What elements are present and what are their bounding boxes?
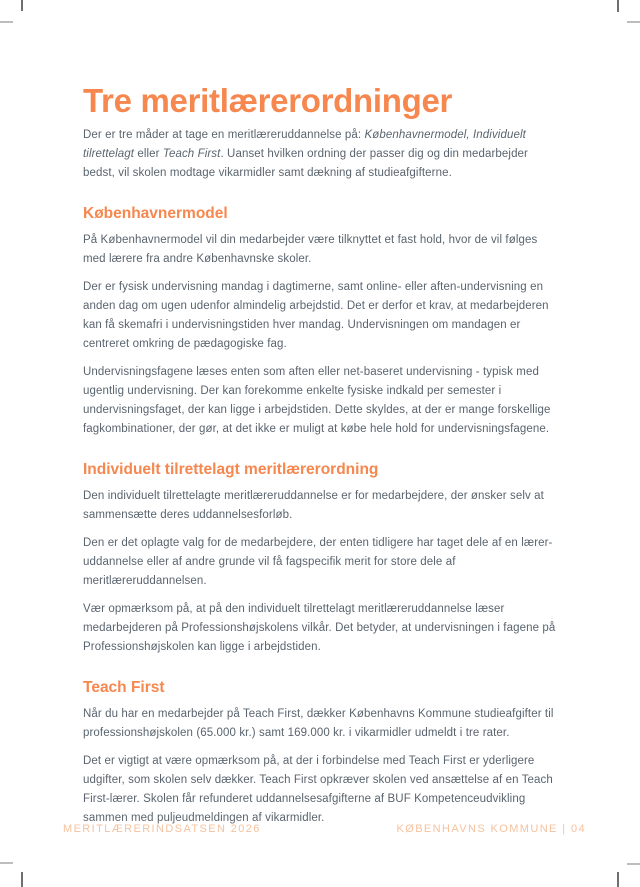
body-paragraph: Der er fysisk undervisning mandag i dagtimerne, samt online- eller aften-undervisning en anden dag om ugen udenfor almindelig arbejdstid. Det er derfor et krav, at medarbejderen kan få skemafri i undervisningstiden hver mandag. Undervisningen om mandagen er centreret omkring de pædagogiske fag. (83, 281, 549, 350)
body-paragraph: Vær opmærksom på, at på den individuelt tilrettelagt meritlæreruddannelse læser medarbejderen på Professionshøjskolens vilkår. Det betyder, at undervisningen i fagene på Professionshøjskolen kan ligge i arbejdstiden. (83, 603, 556, 653)
intro-italic-models: Københavnermodel, Individuelt tilrettelagt (83, 129, 526, 160)
body-paragraph: Det er vigtigt at være opmærksom på, at der i forbindelse med Teach First er yderligere udgifter, som skolen selv dækker. Teach First opkræver skolen ved ansættelse af en Teach First-lærer. Skolen får refunderet uddannelsesafgifterne af BUF Kompetenceudvikling sammen med puljeudmeldingen af vikarmidler. (83, 755, 553, 824)
intro-text-1: Der er tre måder at tage en meritlæreruddannelse på: (83, 129, 365, 141)
crop-mark-bottom-left-horizontal (0, 862, 13, 864)
page-content (83, 82, 561, 837)
crop-mark-bottom-left-vertical (21, 872, 23, 887)
crop-mark-top-left-vertical (21, 0, 23, 11)
page-title: Tre meritlærerordninger (83, 82, 453, 119)
crop-mark-bottom-right-vertical (617, 872, 619, 887)
crop-mark-bottom-right-horizontal (627, 863, 640, 865)
body-paragraph: Undervisningsfagene læses enten som aften eller net-baseret undervisning - typisk med ugentlig undervisning. Der kan forekomme enkelte fysiske indkald per semester i undervisningsfaget, der kan ligge i arbejdstiden. Dette skyldes, at der er mange forskellige fagkombinationer, der gør, at det ikke er muligt at købe hele hold for undervisningsfagene. (83, 366, 551, 435)
section-heading-teach-first: Teach First (83, 679, 165, 696)
intro-text-3: . Uanset hvilken ordning der passer dig og din medarbejder bedst, vil skolen modtage vikarmidler samt dækning af studieafgifterne. (83, 148, 528, 179)
footer-document-name: MERITLÆRERINDSATSEN 2026 (63, 823, 261, 835)
page-footer (63, 822, 586, 836)
body-paragraph: På Københavnermodel vil din medarbejder være tilknyttet et fast hold, hvor de vil følges med lærere fra andre Københavnske skoler. (83, 234, 538, 265)
section-heading-individuelt-tilrettelagt: Individuelt tilrettelagt meritlærerordning (83, 461, 379, 478)
section-teach-first (83, 678, 561, 828)
section-individuelt-tilrettelagt (83, 460, 561, 657)
footer-page-number: KØBENHAVNS KOMMUNE | 04 (396, 823, 586, 835)
section-kobenhavnermodel (83, 204, 561, 439)
intro-text-2: eller (134, 148, 163, 160)
body-paragraph: Den er det oplagte valg for de medarbejdere, der enten tidligere har taget dele af en lærer-uddannelse eller af andre grunde vil få fagspecifik merit for store dele af meritlæreruddannelsen. (83, 537, 553, 587)
body-paragraph: Når du har en medarbejder på Teach First, dækker Københavns Kommune studieafgifter til professionshøjskolen (65.000 kr.) samt 169.000 kr. i vikarmidler udmeldt i tre rater. (83, 708, 554, 739)
body-paragraph: Den individuelt tilrettelagte meritlæreruddannelse er for medarbejdere, der ønsker selv at sammensætte deres uddannelsesforløb. (83, 490, 544, 521)
intro-italic-teach-first: Teach First (162, 148, 221, 160)
crop-mark-top-right-horizontal (627, 21, 640, 23)
crop-mark-top-right-vertical (617, 0, 619, 12)
crop-mark-top-left-horizontal (0, 21, 13, 23)
section-heading-kobenhavnermodel: Københavnermodel (83, 205, 228, 222)
intro-paragraph (83, 126, 561, 183)
